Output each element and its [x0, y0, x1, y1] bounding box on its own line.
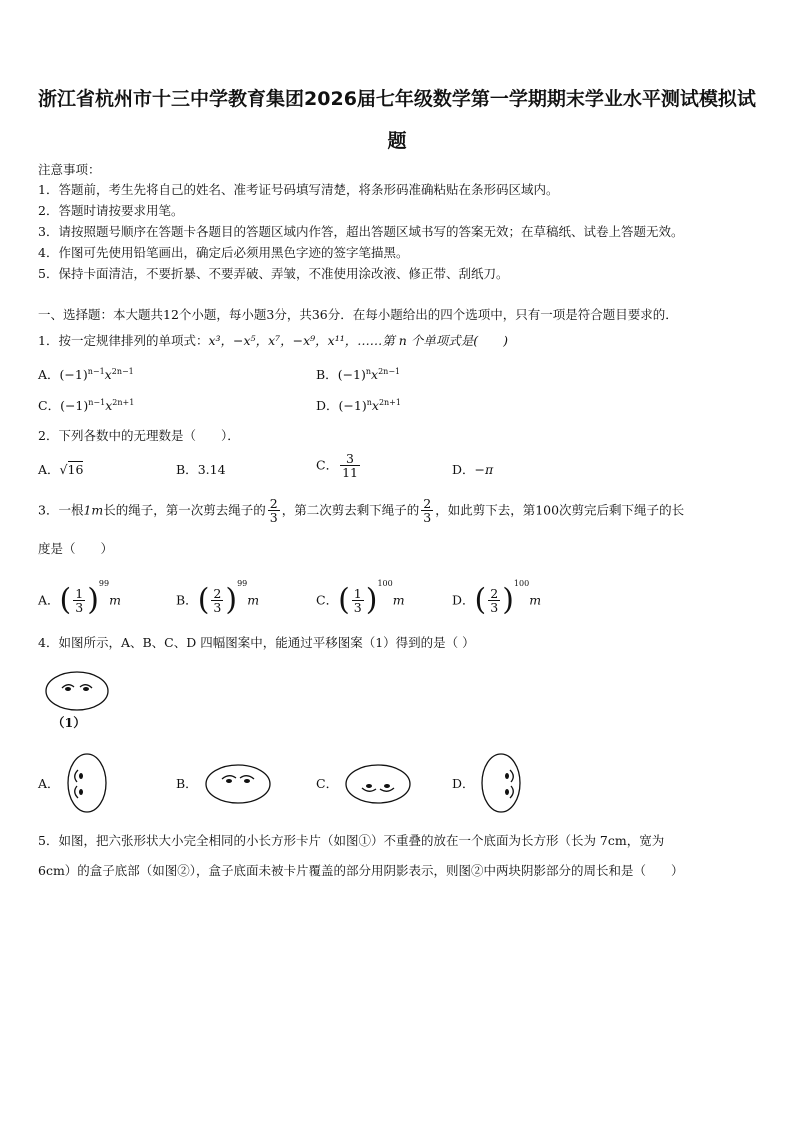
option-text: 3.14: [197, 462, 226, 477]
question-4-option-d-label[interactable]: D．: [452, 776, 475, 791]
fraction: [340, 452, 360, 479]
question-2-option-d[interactable]: [452, 462, 493, 478]
fraction-numerator: 2: [213, 586, 222, 601]
option-label: C．: [316, 457, 339, 473]
option-label: B．: [176, 462, 198, 477]
option-text: (−1): [337, 367, 366, 383]
sqrt-symbol: √: [59, 462, 68, 477]
option-unit: m: [247, 592, 260, 608]
question-5-stem: 5．如图，把六张形状大小完全相同的小长方形卡片（如图①）不重叠的放在一个底面为长方形（长为 7cm，宽为: [38, 833, 665, 848]
option-label: C．: [316, 592, 339, 608]
fraction-denominator: 11: [342, 465, 358, 480]
question-3-option-a[interactable]: [38, 576, 121, 616]
fraction-numerator: 1: [75, 586, 84, 601]
option-unit: m: [392, 592, 405, 608]
paren-right: ): [365, 582, 378, 618]
question-1-option-d[interactable]: [316, 395, 401, 414]
option-label: B．: [176, 592, 198, 608]
section-header: 一、选择题：本大题共12个小题，每小题3分，共36分．在每小题给出的四个选项中，只有一项是符合题目要求的．: [38, 307, 678, 322]
stem-unit: 1m: [83, 502, 104, 518]
figure-1-face-icon: [44, 670, 110, 712]
question-1-option-c[interactable]: [38, 395, 134, 414]
fraction-denominator: 3: [75, 600, 84, 615]
question-3-stem: [38, 497, 684, 524]
question-4-option-c-label[interactable]: C．: [316, 776, 339, 791]
fraction: [73, 587, 85, 614]
fraction: [211, 587, 223, 614]
question-5-stem-continued: 6cm）的盒子底部（如图②），盒子底面未被卡片覆盖的部分用阴影表示，则图②中两块阴影部分的周长和是（ ）: [38, 863, 684, 878]
question-3-stem-continued: 度是（ ）: [38, 541, 114, 556]
paren-left: (: [338, 582, 350, 618]
option-text: (−1): [59, 367, 88, 383]
paren-left: (: [59, 582, 72, 618]
question-4-option-a-label[interactable]: A．: [38, 776, 60, 791]
fraction: [421, 497, 433, 524]
notice-item: 1．答题前，考生先将自己的姓名、准考证号码填写清楚，将条形码准确粘贴在条形码区域内。: [38, 182, 559, 197]
paren-left: (: [474, 582, 487, 618]
fraction-numerator: 3: [340, 452, 360, 466]
option-base: x: [105, 398, 113, 414]
fraction-numerator: 2: [423, 496, 432, 511]
option-radicand: 16: [67, 462, 84, 477]
notice-heading: 注意事项：: [38, 162, 101, 177]
question-1-stem: [38, 333, 508, 349]
option-exponent: 2n+1: [378, 398, 401, 407]
option-label: A．: [38, 367, 60, 383]
notice-item: 5．保持卡面清洁，不要折暴、不要弄破、弄皱，不准使用涂改液、修正带、刮纸刀。: [38, 266, 509, 281]
question-3-option-d[interactable]: [452, 576, 541, 616]
fraction-numerator: 1: [353, 586, 362, 601]
option-text: (−1): [60, 398, 89, 414]
fraction: [488, 587, 500, 614]
question-1-prefix: 1．按一定规律排列的单项式：: [38, 333, 209, 348]
option-exponent: n: [365, 367, 372, 376]
fraction-numerator: 2: [490, 586, 499, 601]
stem-text: 长的绳子，第一次剪去绳子的: [103, 502, 266, 518]
option-d-face-icon[interactable]: [480, 752, 522, 814]
paren-right: ): [87, 582, 99, 618]
stem-text: ，如此剪下去，第100次剪完后剩下绳子的长: [435, 502, 685, 518]
question-1-option-b[interactable]: [316, 364, 400, 383]
notice-item: 4．作图可先使用铅笔画出，确定后必须用黑色字迹的签字笔描黑。: [38, 245, 409, 260]
fraction-denominator: 3: [490, 600, 499, 615]
option-base: x: [371, 367, 379, 383]
option-text: −π: [474, 462, 494, 477]
question-2-option-b[interactable]: [176, 462, 226, 478]
option-base: x: [104, 367, 112, 383]
option-label: C．: [38, 398, 61, 414]
exam-title-continued: 题: [387, 130, 407, 152]
option-exponent: 100: [377, 579, 393, 588]
option-label: A．: [38, 462, 60, 477]
stem-text: ，第二次剪去剩下绳子的: [281, 502, 420, 518]
question-2-option-a[interactable]: [38, 462, 83, 478]
option-label: B．: [316, 367, 338, 383]
fraction-denominator: 3: [213, 600, 222, 615]
option-base: x: [371, 398, 379, 414]
question-3-option-b[interactable]: [176, 576, 259, 616]
option-exponent: 2n+1: [112, 398, 135, 407]
question-3-option-c[interactable]: [316, 576, 405, 616]
fraction: [352, 587, 364, 614]
notice-item: 2．答题时请按要求用笔。: [38, 203, 184, 218]
paren-left: (: [197, 582, 210, 618]
fraction-denominator: 3: [353, 600, 362, 615]
question-1-sequence: x³，−x⁵，x⁷，−x⁹，x¹¹，……第 n 个单项式是( ): [208, 333, 508, 348]
figure-1-label: （1）: [52, 715, 86, 730]
fraction-numerator: 2: [269, 496, 278, 511]
stem-text: 3．一根: [38, 502, 84, 518]
question-4-option-b-label[interactable]: B．: [176, 776, 198, 791]
option-unit: m: [529, 592, 542, 608]
option-exponent: 2n−1: [378, 367, 401, 376]
fraction-denominator: 3: [269, 510, 278, 525]
option-exponent: n−1: [87, 367, 105, 376]
paren-right: ): [502, 582, 514, 618]
option-exponent: 99: [237, 579, 248, 588]
paren-right: ): [225, 582, 238, 618]
option-label: A．: [38, 592, 60, 608]
fraction-denominator: 3: [423, 510, 432, 525]
option-label: D．: [452, 462, 475, 477]
option-b-face-icon[interactable]: [204, 763, 272, 805]
fraction: [268, 497, 280, 524]
option-c-face-icon[interactable]: [344, 763, 412, 805]
option-exponent: n−1: [88, 398, 106, 407]
option-unit: m: [109, 592, 121, 608]
exam-title: 浙江省杭州市十三中学教育集团2026届七年级数学第一学期期末学业水平测试模拟试: [38, 88, 756, 110]
question-2-option-c[interactable]: [316, 452, 362, 479]
option-a-face-icon[interactable]: [66, 752, 108, 814]
option-label: D．: [452, 592, 475, 608]
question-2-stem: 2．下列各数中的无理数是（ ）．: [38, 428, 240, 443]
question-1-option-a[interactable]: [38, 364, 134, 383]
option-exponent: 99: [98, 579, 110, 588]
option-exponent: 2n−1: [111, 367, 134, 376]
option-exponent: 100: [513, 579, 530, 588]
option-exponent: n: [366, 398, 372, 407]
notice-item: 3．请按照题号顺序在答题卡各题目的答题区域内作答，超出答题区域书写的答案无效；在草稿纸、试卷上答题无效。: [38, 224, 684, 239]
option-text: (−1): [338, 398, 367, 414]
question-4-stem: 4．如图所示，A、B、C、D 四幅图案中，能通过平移图案（1）得到的是（ ）: [38, 635, 475, 650]
option-label: D．: [316, 398, 339, 414]
